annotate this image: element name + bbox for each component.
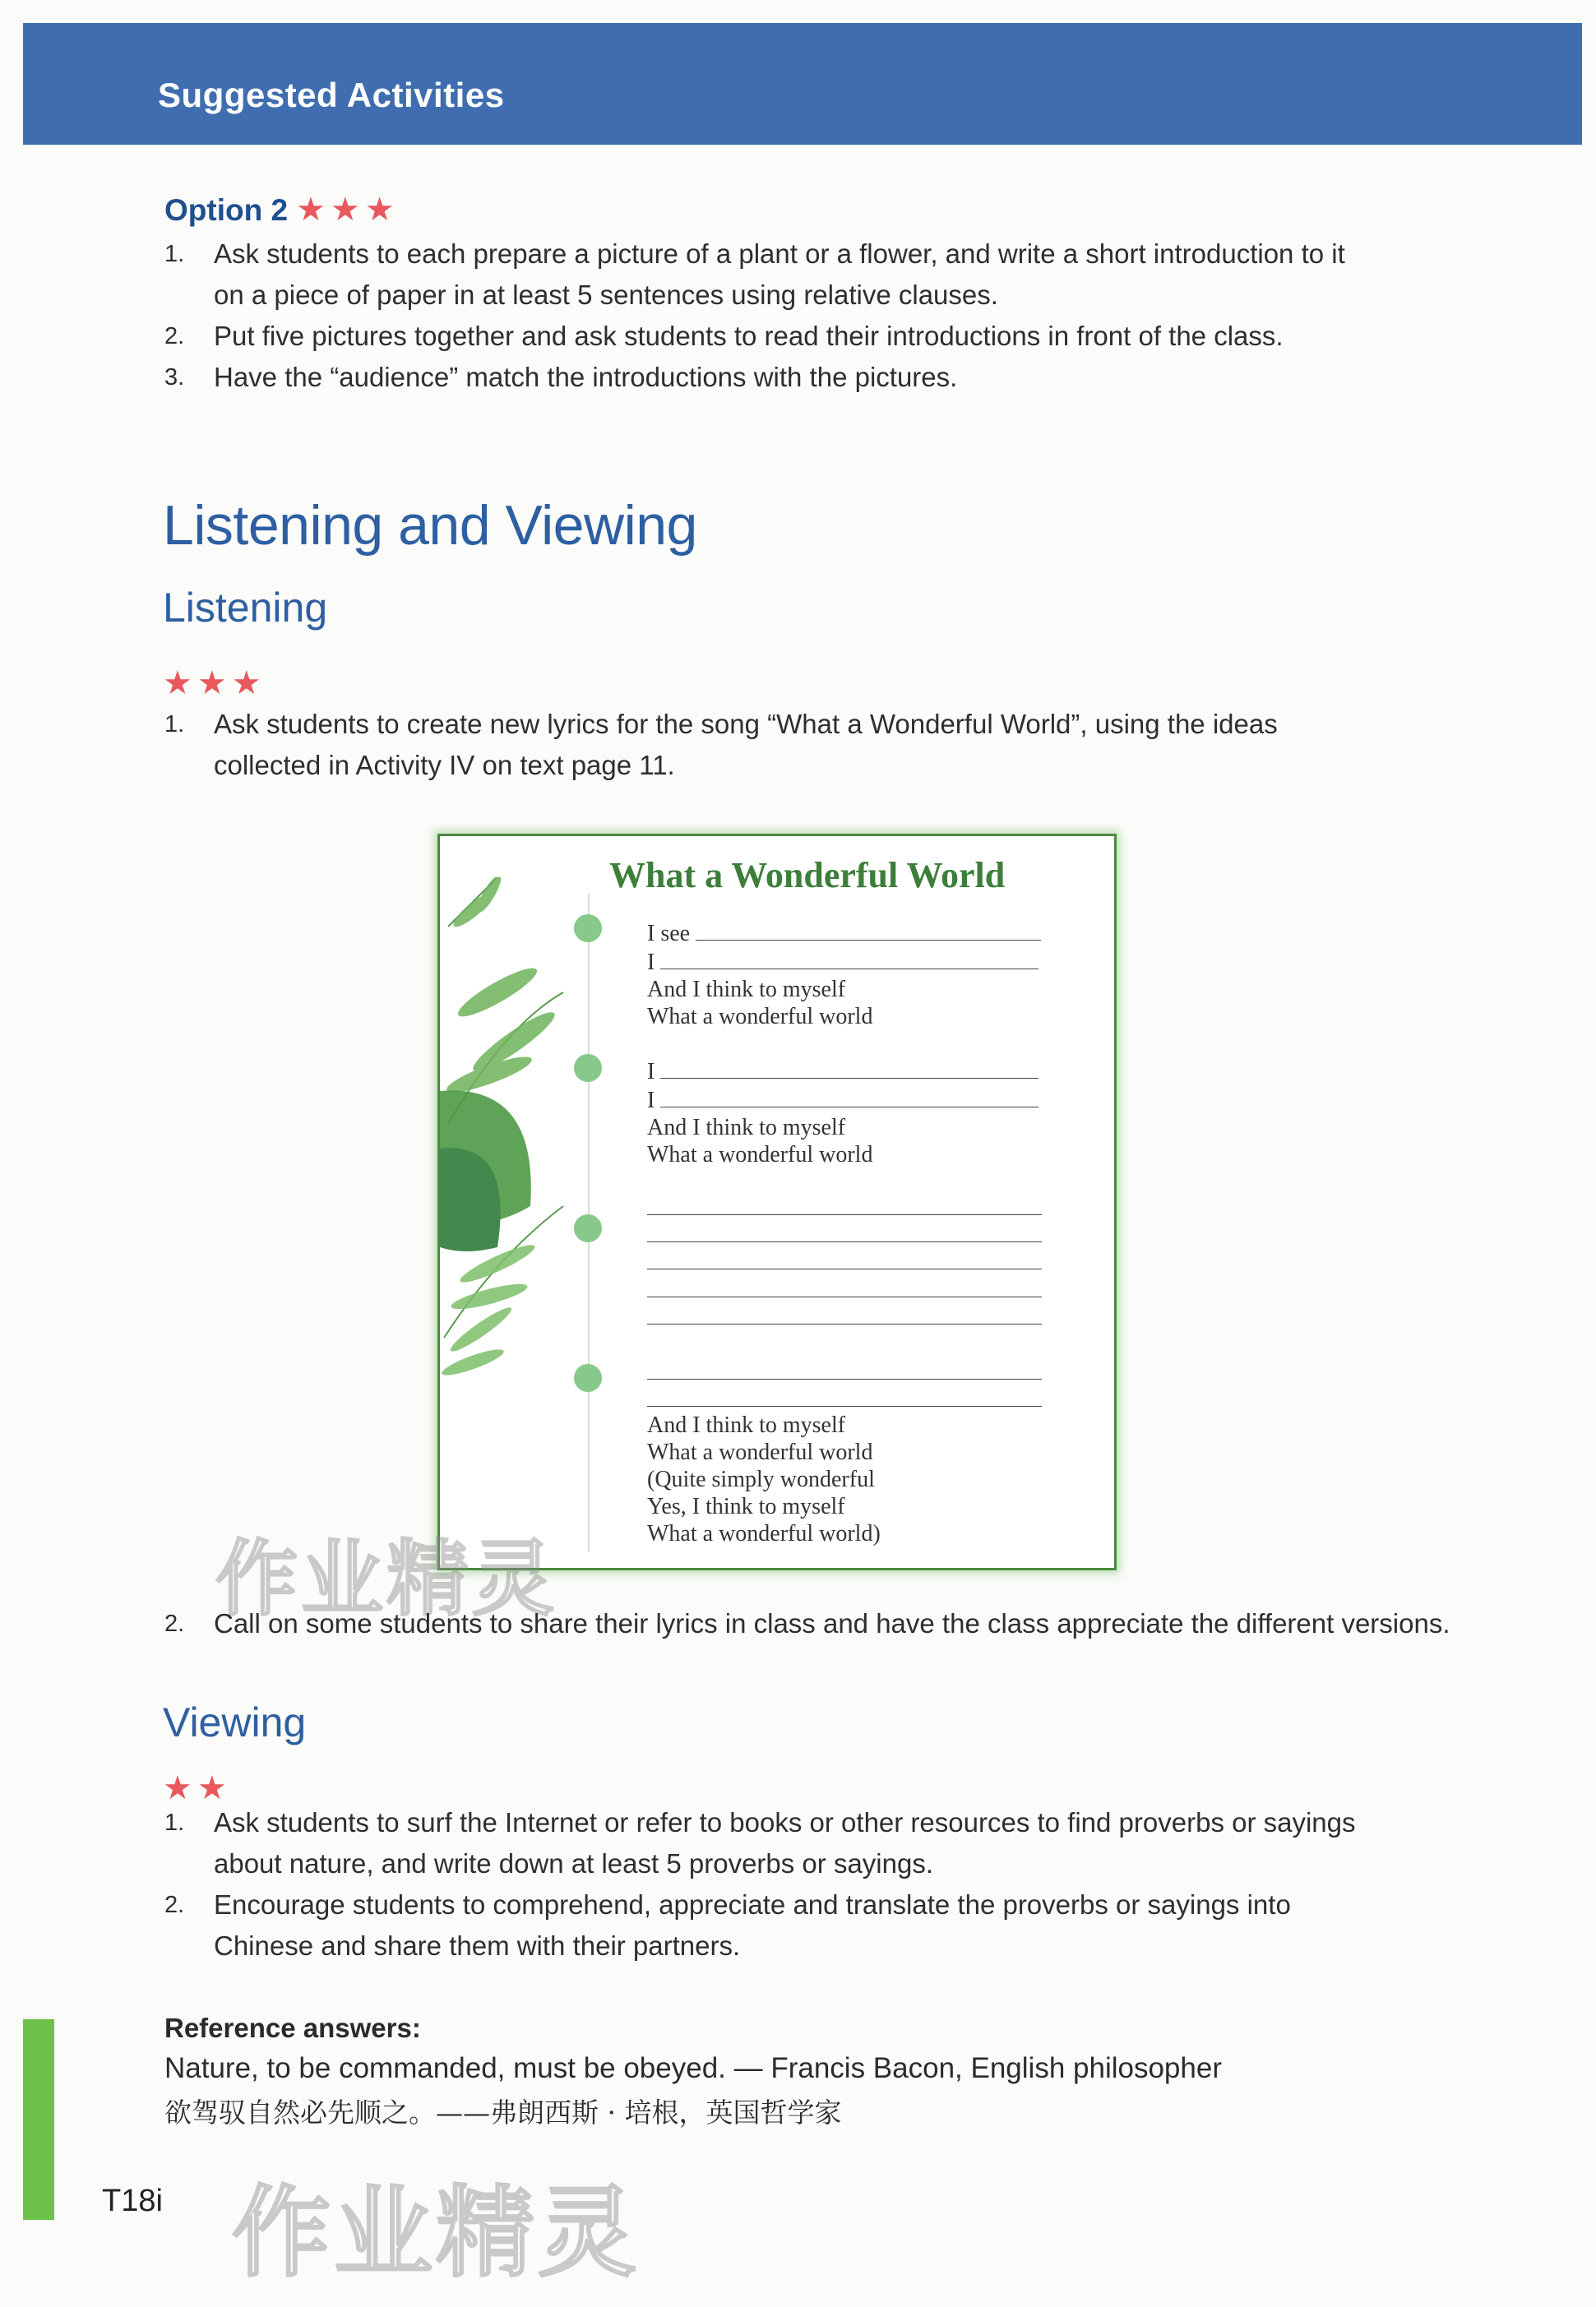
list-item	[164, 357, 1345, 398]
item-text: Ask students to each prepare a picture of a plant or a flower, and write a short introduction to it	[214, 238, 1345, 269]
option-2-list	[164, 233, 1345, 398]
lyric-line: What a wonderful world	[647, 1440, 873, 1465]
lyric-line: (Quite simply wonderful	[647, 1467, 875, 1492]
difficulty-stars: ★★★	[296, 192, 400, 228]
blank-line	[647, 1406, 1042, 1407]
item-text: on a piece of paper in at least 5 sentences using relative clauses.	[214, 280, 998, 310]
item-number: 1.	[164, 711, 185, 737]
item-number: 2.	[164, 1611, 185, 1637]
item-text: collected in Activity IV on text page 11.	[214, 750, 675, 780]
item-text: Put five pictures together and ask students to read their introductions in front of the class.	[214, 321, 1284, 351]
blank-line	[647, 1379, 1042, 1380]
item-text: Have the “audience” match the introductions with the pictures.	[214, 362, 958, 392]
item-text: Encourage students to comprehend, appreciate and translate the proverbs or sayings into	[214, 1889, 1291, 1920]
list-item	[164, 704, 1278, 786]
list-item	[164, 1603, 1450, 1644]
lyric-line: And I think to myself	[647, 977, 846, 1002]
verse-2	[647, 1056, 1039, 1168]
blank-line	[660, 1056, 1039, 1079]
lyric-line: I see	[647, 921, 691, 946]
reference-title: Reference answers:	[164, 2013, 421, 2043]
watermark: 作业精灵	[232, 2178, 640, 2288]
viewing-list	[164, 1802, 1356, 1967]
leaf-decoration-icon	[440, 877, 571, 1403]
lyric-line: What a wonderful world	[647, 1142, 873, 1167]
lyric-line: What a wonderful world)	[647, 1521, 881, 1546]
lyric-line: I	[647, 1059, 655, 1084]
lyric-line: I	[647, 950, 655, 975]
blank-line	[696, 918, 1041, 941]
item-number: 2.	[164, 1892, 185, 1918]
option-2-title: Option 2	[164, 193, 289, 227]
item-text: Chinese and share them with their partners.	[214, 1930, 741, 1961]
item-number: 2.	[164, 323, 185, 349]
listening-list	[164, 704, 1278, 786]
list-item	[164, 233, 1345, 316]
watermark: 作业精灵	[215, 1533, 557, 1625]
green-side-bar	[23, 2019, 54, 2220]
lyric-line: I	[647, 1088, 655, 1113]
item-text: Call on some students to share their lyrics in class and have the class appreciate the different versions.	[214, 1608, 1450, 1639]
listening-list-2	[164, 1603, 1450, 1644]
blank-line	[647, 1324, 1042, 1325]
reference-chinese: 欲驾驭自然必先顺之。——弗朗西斯 · 培根，英国哲学家	[164, 2097, 842, 2129]
viewing-title: Viewing	[163, 1699, 307, 1745]
blank-line	[647, 1214, 1042, 1215]
listening-title: Listening	[163, 585, 328, 631]
section-title: Listening and Viewing	[163, 494, 697, 557]
item-number: 1.	[164, 241, 185, 267]
bullet-dot	[574, 1214, 602, 1242]
item-text: about nature, and write down at least 5 proverbs or sayings.	[214, 1848, 933, 1879]
blank-line	[660, 1085, 1039, 1107]
verse-1	[647, 918, 1041, 1030]
item-number: 3.	[164, 364, 185, 391]
difficulty-stars: ★★★	[163, 665, 266, 701]
page-header-title: Suggested Activities	[158, 76, 505, 114]
list-item	[164, 1884, 1356, 1967]
lyric-line: And I think to myself	[647, 1115, 846, 1140]
option-2-heading	[164, 191, 400, 229]
list-item	[164, 316, 1345, 357]
song-title: What a Wonderful World	[609, 855, 1006, 895]
bullet-dot	[574, 914, 602, 942]
bullet-dot	[574, 1054, 602, 1082]
lyric-line: What a wonderful world	[647, 1004, 873, 1029]
lyric-line: Yes, I think to myself	[647, 1494, 845, 1519]
blank-line	[660, 947, 1039, 969]
difficulty-stars: ★★	[163, 1770, 232, 1806]
lyric-line: And I think to myself	[647, 1412, 846, 1438]
blank-line	[647, 1241, 1042, 1242]
song-ending	[647, 1412, 881, 1547]
item-text: Ask students to create new lyrics for the song “What a Wonderful World”, using the ideas	[214, 709, 1278, 739]
page-number: T18i	[102, 2184, 163, 2218]
bullet-dot	[574, 1364, 602, 1392]
item-number: 1.	[164, 1810, 185, 1836]
reference-english: Nature, to be commanded, must be obeyed. — Francis Bacon, English philosopher	[164, 2052, 1222, 2084]
list-item	[164, 1802, 1356, 1884]
song-lyrics-card	[437, 834, 1117, 1570]
item-text: Ask students to surf the Internet or refer to books or other resources to find proverbs or sayings	[214, 1807, 1356, 1838]
